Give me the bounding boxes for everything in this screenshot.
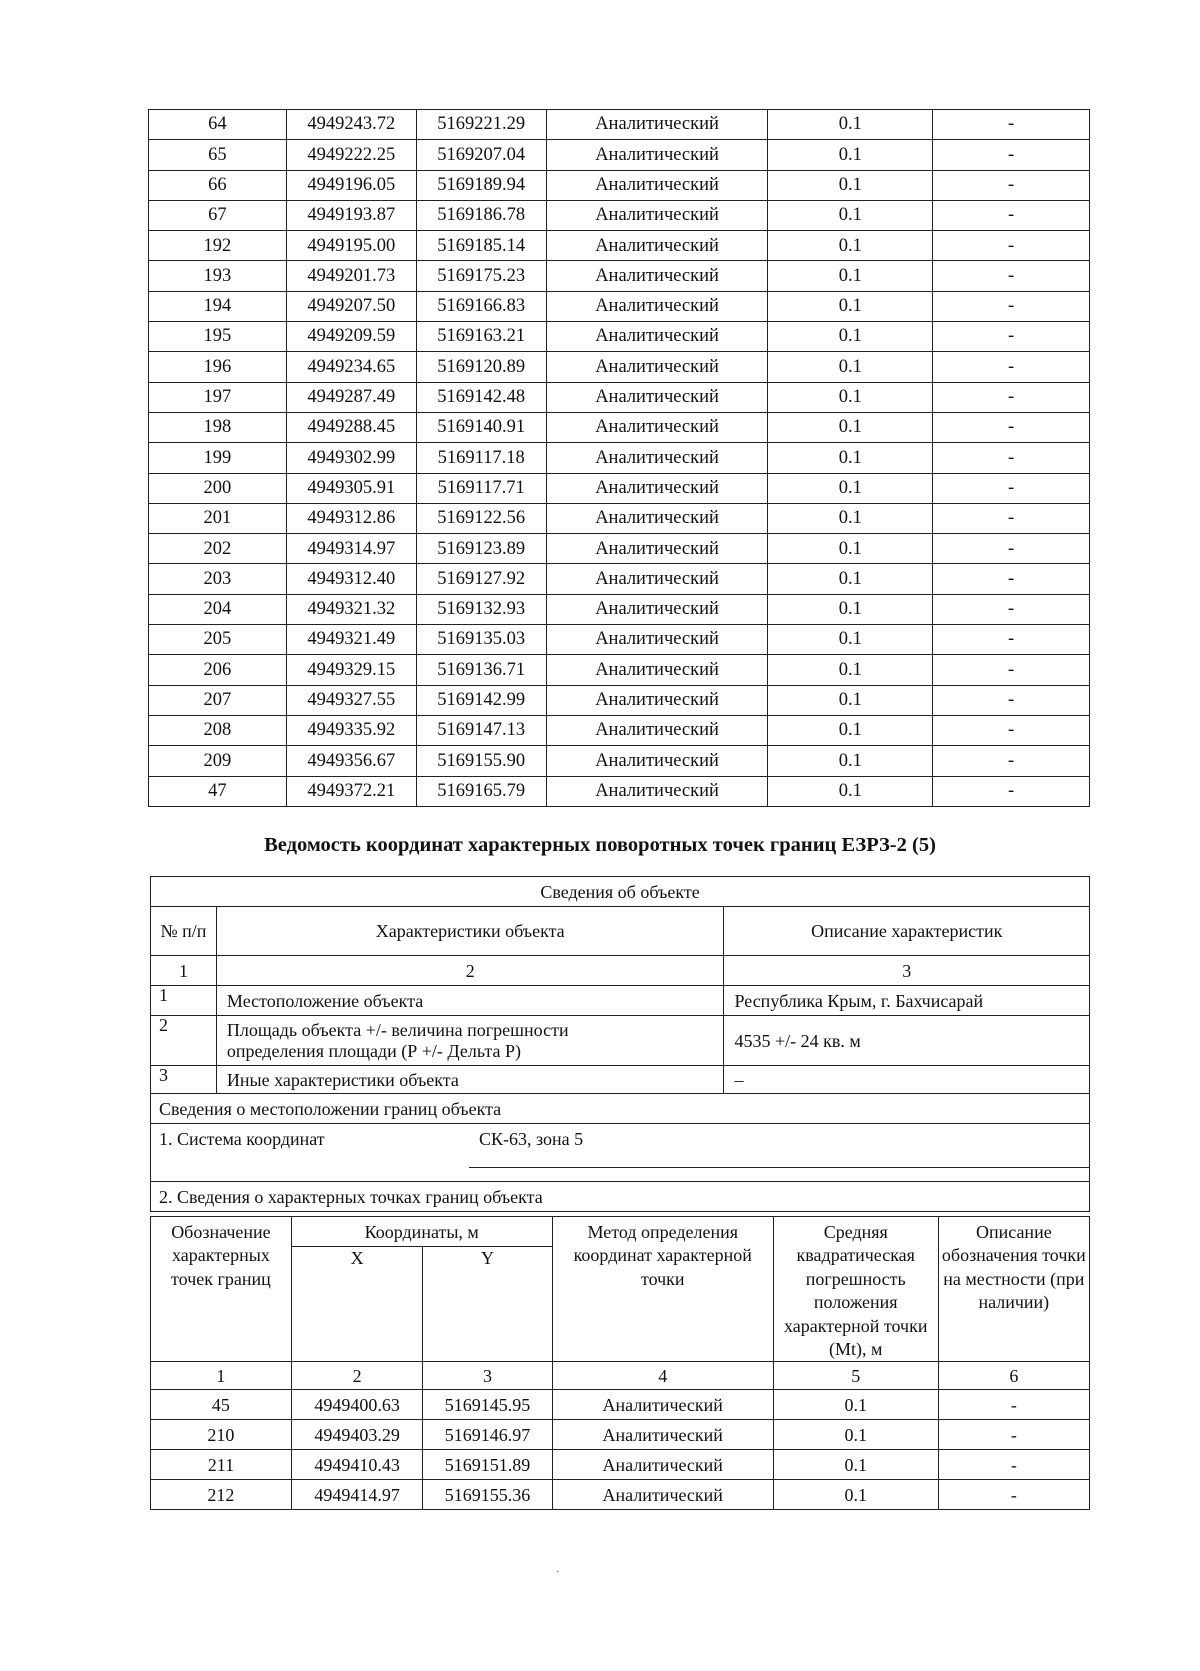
method: Аналитический (546, 776, 768, 806)
coord-y: 5169221.29 (416, 110, 546, 140)
coord-y: 5169132.93 (416, 594, 546, 624)
method: Аналитический (546, 412, 768, 442)
table-row (149, 564, 1090, 594)
col-number-header: № п/п (151, 907, 217, 956)
coord-y: 5169165.79 (416, 776, 546, 806)
point-number: 204 (149, 594, 287, 624)
coord-y: 5169136.71 (416, 655, 546, 685)
point-description: - (933, 231, 1090, 261)
point-number: 64 (149, 110, 287, 140)
coord-y: 5169175.23 (416, 261, 546, 291)
point-number: 200 (149, 473, 287, 503)
point-number: 210 (151, 1420, 292, 1450)
method: Аналитический (546, 715, 768, 745)
blank-row (151, 1154, 1090, 1182)
coord-x: 4949234.65 (286, 352, 416, 382)
method: Аналитический (546, 322, 768, 352)
table-row (149, 412, 1090, 442)
mean-error: 0.1 (773, 1390, 938, 1420)
point-description: - (933, 564, 1090, 594)
coord-x: 4949287.49 (286, 382, 416, 412)
mean-error: 0.1 (773, 1450, 938, 1480)
method: Аналитический (546, 625, 768, 655)
point-description: - (938, 1420, 1089, 1450)
header-method: Метод определения координат характерной точки (552, 1217, 773, 1362)
boundary-points-body (151, 1390, 1090, 1510)
coord-y: 5169146.97 (423, 1420, 552, 1450)
row-number: 2 (151, 1016, 217, 1066)
mean-error: 0.1 (768, 473, 933, 503)
coord-x: 4949410.43 (291, 1450, 422, 1480)
point-description: - (933, 352, 1090, 382)
point-number: 203 (149, 564, 287, 594)
coord-y: 5169142.48 (416, 382, 546, 412)
section-header-points: 2. Сведения о характерных точках границ объекта (151, 1182, 1090, 1212)
coord-y: 5169123.89 (416, 534, 546, 564)
table-row (149, 655, 1090, 685)
coord-x: 4949196.05 (286, 170, 416, 200)
table-row (149, 503, 1090, 533)
coord-y: 5169166.83 (416, 291, 546, 321)
table-row (149, 291, 1090, 321)
point-description: - (933, 503, 1090, 533)
point-number: 196 (149, 352, 287, 382)
point-description: - (933, 534, 1090, 564)
table-row (149, 352, 1090, 382)
mean-error: 0.1 (768, 625, 933, 655)
point-number: 206 (149, 655, 287, 685)
point-number: 66 (149, 170, 287, 200)
point-number: 198 (149, 412, 287, 442)
header-x: X (291, 1247, 422, 1362)
coord-y: 5169142.99 (416, 685, 546, 715)
header-error: Средняя квадратическая погрешность положения характерной точки (Mt), м (773, 1217, 938, 1362)
mean-error: 0.1 (768, 352, 933, 382)
point-description: - (933, 261, 1090, 291)
col-index: 2 (291, 1362, 422, 1390)
method: Аналитический (546, 110, 768, 140)
method: Аналитический (546, 261, 768, 291)
coord-y: 5169117.71 (416, 473, 546, 503)
point-description: - (933, 685, 1090, 715)
point-description: - (933, 473, 1090, 503)
table-row (151, 1450, 1090, 1480)
coord-x: 4949372.21 (286, 776, 416, 806)
section-header-location: Сведения о местоположении границ объекта (151, 1094, 1090, 1124)
table-row (151, 1480, 1090, 1510)
coord-x: 4949222.25 (286, 140, 416, 170)
mean-error: 0.1 (768, 564, 933, 594)
method: Аналитический (546, 473, 768, 503)
coord-x: 4949207.50 (286, 291, 416, 321)
point-description: - (933, 140, 1090, 170)
coord-x: 4949314.97 (286, 534, 416, 564)
coord-y: 5169186.78 (416, 200, 546, 230)
row-label-area: Площадь объекта +/- величина погрешности определения площади (Р +/- Дельта Р) (216, 1016, 724, 1066)
method: Аналитический (546, 231, 768, 261)
coord-x: 4949288.45 (286, 412, 416, 442)
method: Аналитический (552, 1390, 773, 1420)
col-index: 6 (938, 1362, 1089, 1390)
table-row (149, 746, 1090, 776)
mean-error: 0.1 (768, 685, 933, 715)
point-description: - (933, 625, 1090, 655)
coord-y: 5169145.95 (423, 1390, 552, 1420)
table-row (149, 382, 1090, 412)
point-number: 199 (149, 443, 287, 473)
mean-error: 0.1 (768, 412, 933, 442)
document-title: Ведомость координат характерных поворотных точек границ ЕЗРЗ-2 (5) (264, 834, 936, 856)
point-number: 45 (151, 1390, 292, 1420)
point-number: 65 (149, 140, 287, 170)
coord-x: 4949403.29 (291, 1420, 422, 1450)
method: Аналитический (546, 534, 768, 564)
point-description: - (933, 776, 1090, 806)
point-description: - (938, 1450, 1089, 1480)
col-index: 3 (423, 1362, 552, 1390)
coord-system-value: СК-63, зона 5 (479, 1128, 584, 1149)
coord-y: 5169120.89 (416, 352, 546, 382)
mean-error: 0.1 (768, 443, 933, 473)
coord-y: 5169207.04 (416, 140, 546, 170)
mean-error: 0.1 (768, 503, 933, 533)
row-value-location: Республика Крым, г. Бахчисарай (724, 986, 1090, 1016)
coord-x: 4949201.73 (286, 261, 416, 291)
coord-y: 5169140.91 (416, 412, 546, 442)
point-number: 202 (149, 534, 287, 564)
table-row (149, 170, 1090, 200)
mean-error: 0.1 (768, 170, 933, 200)
point-number: 193 (149, 261, 287, 291)
method: Аналитический (546, 443, 768, 473)
point-number: 197 (149, 382, 287, 412)
coord-y: 5169135.03 (416, 625, 546, 655)
mean-error: 0.1 (773, 1480, 938, 1510)
method: Аналитический (546, 564, 768, 594)
row-value-area: 4535 +/- 24 кв. м (724, 1016, 1090, 1066)
method: Аналитический (552, 1420, 773, 1450)
mean-error: 0.1 (768, 140, 933, 170)
coord-y: 5169155.36 (423, 1480, 552, 1510)
point-number: 195 (149, 322, 287, 352)
coord-y: 5169189.94 (416, 170, 546, 200)
col-index: 5 (773, 1362, 938, 1390)
method: Аналитический (546, 291, 768, 321)
point-number: 211 (151, 1450, 292, 1480)
coord-x: 4949356.67 (286, 746, 416, 776)
coord-x: 4949335.92 (286, 715, 416, 745)
mean-error: 0.1 (768, 746, 933, 776)
page-speck: · (556, 1567, 560, 1578)
coord-x: 4949327.55 (286, 685, 416, 715)
point-description: - (933, 594, 1090, 624)
mean-error: 0.1 (768, 231, 933, 261)
table-row (149, 534, 1090, 564)
coord-y: 5169122.56 (416, 503, 546, 533)
coord-x: 4949305.91 (286, 473, 416, 503)
method: Аналитический (546, 352, 768, 382)
coord-x: 4949209.59 (286, 322, 416, 352)
method: Аналитический (546, 170, 768, 200)
point-description: - (933, 382, 1090, 412)
mean-error: 0.1 (768, 776, 933, 806)
header-designation: Обозначение характерных точек границ (151, 1217, 292, 1362)
point-number: 209 (149, 746, 287, 776)
coord-x: 4949414.97 (291, 1480, 422, 1510)
coord-y: 5169127.92 (416, 564, 546, 594)
mean-error: 0.1 (768, 382, 933, 412)
coord-x: 4949302.99 (286, 443, 416, 473)
table-row (149, 594, 1090, 624)
coord-x: 4949312.86 (286, 503, 416, 533)
mean-error: 0.1 (768, 655, 933, 685)
point-description: - (938, 1390, 1089, 1420)
mean-error: 0.1 (768, 110, 933, 140)
point-description: - (933, 110, 1090, 140)
method: Аналитический (552, 1450, 773, 1480)
header-y: Y (423, 1247, 552, 1362)
method: Аналитический (546, 200, 768, 230)
mean-error: 0.1 (773, 1420, 938, 1450)
point-description: - (933, 715, 1090, 745)
point-description: - (933, 200, 1090, 230)
table-row (149, 261, 1090, 291)
table-row (149, 715, 1090, 745)
coord-system-blank (724, 1124, 1090, 1154)
point-number: 47 (149, 776, 287, 806)
point-number: 205 (149, 625, 287, 655)
coord-x: 4949195.00 (286, 231, 416, 261)
coord-x: 4949329.15 (286, 655, 416, 685)
object-info-table (150, 876, 1090, 1212)
point-number: 67 (149, 200, 287, 230)
coordinates-table-continued (148, 109, 1090, 807)
row-number: 3 (151, 1066, 217, 1094)
boundary-points-table (150, 1216, 1090, 1510)
row-number: 1 (151, 986, 217, 1016)
section-header-object: Сведения об объекте (151, 877, 1090, 907)
point-number: 212 (151, 1480, 292, 1510)
point-number: 192 (149, 231, 287, 261)
method: Аналитический (546, 140, 768, 170)
mean-error: 0.1 (768, 534, 933, 564)
point-number: 208 (149, 715, 287, 745)
coord-x: 4949243.72 (286, 110, 416, 140)
mean-error: 0.1 (768, 715, 933, 745)
col-description-header: Описание характеристик (724, 907, 1090, 956)
coord-system-label-cell (151, 1124, 724, 1154)
method: Аналитический (546, 382, 768, 412)
col-index-3: 3 (724, 956, 1090, 986)
coord-y: 5169117.18 (416, 443, 546, 473)
coord-y: 5169151.89 (423, 1450, 552, 1480)
coord-y: 5169147.13 (416, 715, 546, 745)
point-description: - (938, 1480, 1089, 1510)
method: Аналитический (546, 594, 768, 624)
header-coordinates: Координаты, м (291, 1217, 552, 1247)
method: Аналитический (546, 685, 768, 715)
point-description: - (933, 170, 1090, 200)
col-characteristics-header: Характеристики объекта (216, 907, 724, 956)
coord-x: 4949321.32 (286, 594, 416, 624)
point-description: - (933, 746, 1090, 776)
table-row (149, 776, 1090, 806)
coord-y: 5169163.21 (416, 322, 546, 352)
mean-error: 0.1 (768, 322, 933, 352)
coord-y: 5169185.14 (416, 231, 546, 261)
row-label-location: Местоположение объекта (216, 986, 724, 1016)
row-value-other: – (724, 1066, 1090, 1094)
point-description: - (933, 655, 1090, 685)
point-description: - (933, 322, 1090, 352)
coord-x: 4949400.63 (291, 1390, 422, 1420)
table-row (149, 231, 1090, 261)
mean-error: 0.1 (768, 261, 933, 291)
coord-system-label: 1. Система координат (159, 1128, 325, 1149)
col-index: 4 (552, 1362, 773, 1390)
mean-error: 0.1 (768, 200, 933, 230)
method: Аналитический (552, 1480, 773, 1510)
col-index-2: 2 (216, 956, 724, 986)
coord-y: 5169155.90 (416, 746, 546, 776)
method: Аналитический (546, 503, 768, 533)
table-row (151, 1420, 1090, 1450)
coord-x: 4949312.40 (286, 564, 416, 594)
point-description: - (933, 291, 1090, 321)
table-row (149, 685, 1090, 715)
point-number: 201 (149, 503, 287, 533)
point-description: - (933, 412, 1090, 442)
coord-x: 4949193.87 (286, 200, 416, 230)
mean-error: 0.1 (768, 291, 933, 321)
table-row (149, 140, 1090, 170)
table-row (149, 443, 1090, 473)
col-index: 1 (151, 1362, 292, 1390)
method: Аналитический (546, 655, 768, 685)
point-description: - (933, 443, 1090, 473)
table-row (149, 200, 1090, 230)
point-number: 207 (149, 685, 287, 715)
method: Аналитический (546, 746, 768, 776)
table-row (149, 473, 1090, 503)
mean-error: 0.1 (768, 594, 933, 624)
coord-x: 4949321.49 (286, 625, 416, 655)
col-index-1: 1 (151, 956, 217, 986)
point-number: 194 (149, 291, 287, 321)
table-row (149, 110, 1090, 140)
coordinates-table-body (149, 110, 1090, 807)
table-row (151, 1390, 1090, 1420)
row-label-other: Иные характеристики объекта (216, 1066, 724, 1094)
table-row (149, 625, 1090, 655)
table-row (149, 322, 1090, 352)
header-description: Описание обозначения точки на местности (при наличии) (938, 1217, 1089, 1362)
